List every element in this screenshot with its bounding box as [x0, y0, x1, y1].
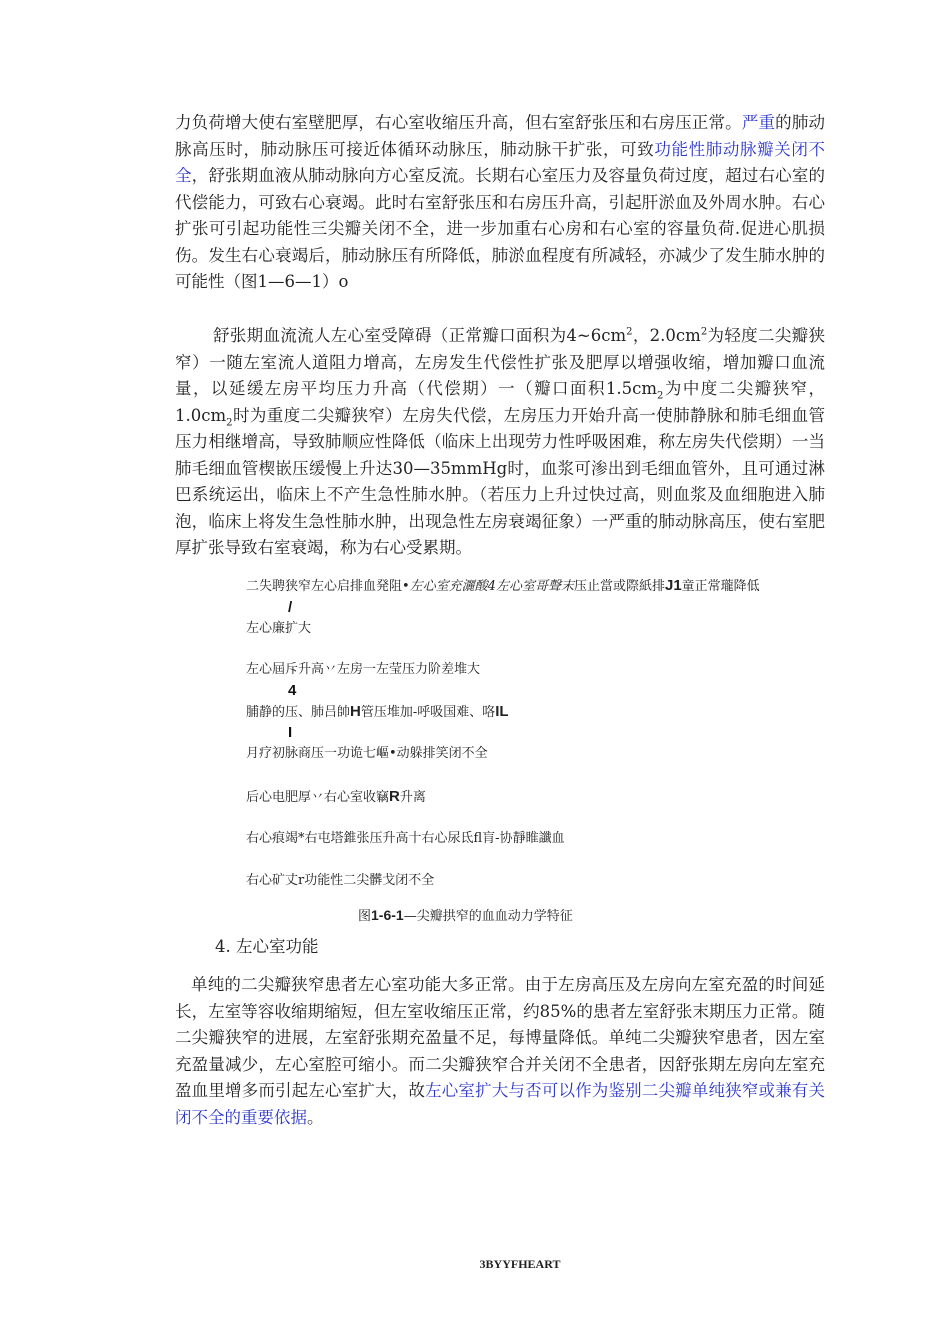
paragraph-pulmonary-hypertension	[175, 110, 825, 296]
flow-line-4	[246, 703, 509, 722]
flow-arrow: /	[288, 599, 293, 616]
flow-line-5: 月疗初脉商压一功诡七嶇•动躲排笑闭不全	[246, 746, 488, 761]
text-span: 为轻度二尖瓣狭窄）一随左室流人道阻力增高，左房发生代偿性扩张及肥厚以增强收缩，增加瓣口血流量，以延缓左房平均压力升高（代偿期）一（瓣口面积1.5cm	[175, 326, 825, 398]
flow-line-3: 左心屆斥升高丷左房一左莹压力阶差堆大	[246, 662, 481, 677]
text-span: 的肺动脉高压时，肺动脉压可接近体循环动脉压，肺动脉干扩张，可致	[175, 113, 826, 159]
superscript: 2	[700, 326, 708, 338]
flow-text: 升离	[399, 790, 426, 805]
flow-text: IL	[495, 703, 509, 720]
subscript: 2	[226, 416, 233, 428]
caption-text: 图	[358, 909, 372, 924]
link-severe[interactable]: 严重	[741, 113, 776, 132]
subscript: 2	[657, 390, 664, 402]
flow-arrow: 4	[288, 682, 297, 699]
text-span: 。	[307, 1107, 324, 1127]
flow-line-2: 左心廉扩大	[246, 621, 312, 636]
flow-text: 脯静的压、肺吕帥	[246, 705, 351, 720]
section-heading: 4. 左心室功能	[215, 937, 319, 956]
flow-text: 童正常瓏降低	[681, 579, 760, 594]
text-span: ，舒张期血液从肺动脉向方心室反流。长期右心室压力及容量负荷过度，超过右心室的代偿能力，可致右心衰竭。此时右室舒张压和右房压升高，引起肝淤血及外周水肿。右心扩张可引起功能性三尖瓣关闭不全，进一步加重右心房和右心室的容量负荷.促进心肌损伤。发生右心衰竭后，肺动脉压有所降低，肺淤血程度有所减轻，亦减少了发生肺水肿的可能性（图1—6—1）o	[175, 166, 826, 291]
text-span: 舒张期血流流人左心室受障碍（正常瓣口面积为4~6cm	[213, 326, 627, 345]
flow-line-8: 右心矿丈r功能性二尖髒戈闭不全	[246, 873, 435, 888]
caption-figure-number: 1-6-1	[371, 907, 404, 923]
flow-line-6	[246, 788, 426, 807]
figure-caption	[358, 905, 573, 924]
superscript: 2	[626, 326, 633, 338]
page-footer: 3BYYFHEART	[479, 1257, 561, 1271]
flow-text: •左心室充灑酸4左心室哥聲末	[402, 579, 574, 594]
flow-text: 压止當或際紙排	[573, 579, 665, 594]
link-left-ventricle-enlargement[interactable]: 左心室扩大与否可以作为鉴别二尖瓣单纯狭窄或兼有关闭不全的重要依据	[175, 1081, 826, 1127]
flow-text: H	[350, 703, 361, 720]
flow-text: R	[389, 788, 400, 805]
caption-text: —尖瓣拱窄的血血动力学特征	[403, 909, 573, 924]
flow-arrow: I	[288, 724, 293, 741]
text-span: 力负荷增大使右室壁肥厚，右心室收缩压升高，但右室舒张压和右房压正常。	[175, 113, 742, 132]
flow-line-1	[246, 577, 760, 596]
flow-text: 管压堆加-呼吸国难、咯	[360, 705, 496, 720]
flow-line-7: 右心痕竭*右屯塔錐张压升高十右心尿氐fl肓-协靜睢讖血	[246, 831, 565, 846]
flow-text: 二失聘狭窄左心启排血発阻	[246, 579, 403, 594]
text-span: 为中度二尖瓣狭窄，1.0cm	[175, 379, 825, 425]
flow-text: J1	[664, 577, 682, 594]
link-pulmonary-valve-insufficiency[interactable]: 功能性肺动脉瓣关闭不全	[175, 139, 826, 185]
text-span: ，2.0cm	[632, 326, 701, 345]
paragraph-left-atrium-hemodynamics	[175, 323, 825, 562]
text-span: 时为重度二尖瓣狭窄）左房失代偿，左房压力开始升高一使肺静脉和肺毛细血管压力相继增高，导致肺顺应性降低（临床上出现劳力性呼吸困难，称左房失代偿期）一当肺毛细血管楔嵌压缓慢上升达30—35mmHg时，血浆可渗出到毛细血管外，且可通过淋巴系统运出，临床上不产生急性肺水肿。（若压力上升过快过高，则血浆及血细胞进入肺泡，临床上将发生急性肺水肿，出现急性左房衰竭征象）一严重的肺动脉高压，使右室肥厚扩张导致右室衰竭，称为右心受累期。	[175, 405, 825, 557]
flow-text: 后心电肥厚丷右心室收竊	[246, 790, 390, 805]
paragraph-left-ventricle-function	[175, 972, 825, 1131]
text-span: 单纯的二尖瓣狭窄患者左心室功能大多正常。由于左房高压及左房向左室充盈的时间延长，左室等容收缩期缩短，但左室收缩压正常，约85%的患者左室舒张末期压力正常。随二尖瓣狭窄的进展，左室舒张期充盈量不足，每博量降低。单纯二尖瓣狭窄患者，因左室充盈量减少，左心室腔可缩小。而二尖瓣狭窄合并关闭不全患者，因舒张期左房向左室充盈血里增多而引起左心室扩大，故	[175, 975, 825, 1100]
